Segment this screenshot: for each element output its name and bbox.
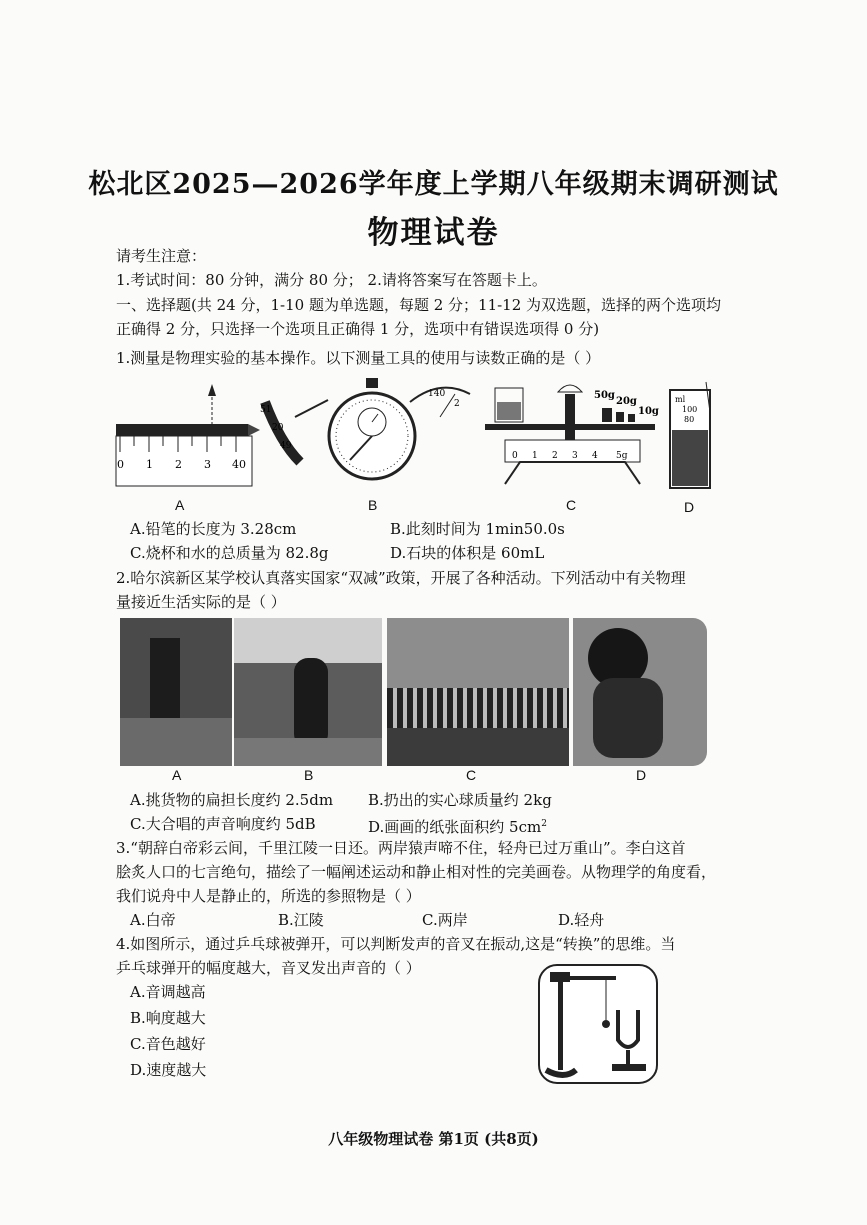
photo-b — [234, 618, 382, 766]
photo-c — [387, 618, 569, 766]
cylinder-mark-ml: ml — [675, 395, 686, 404]
question-3-stem-cont1: 脍炙人口的七言绝句，描绘了一幅阐述运动和静止相对性的完美画卷。从物理学的角度看， — [116, 863, 717, 881]
q2-label-d: D — [636, 767, 647, 783]
notice-line: 1.考试时间：80 分钟，满分 80 分； 2.请将答案写在答题卡上。 — [116, 271, 547, 289]
question-2-stem: 2.哈尔滨新区某学校认真落实国家“双减”政策，开展了各种活动。下列活动中有关物理 — [116, 569, 686, 587]
gauge-figure — [410, 388, 470, 417]
tuning-fork-figure — [536, 962, 660, 1086]
q1-label-a: A — [175, 497, 185, 513]
q4-option-d: D.速度越大 — [130, 1061, 207, 1079]
gauge-scale-2: 2 — [454, 399, 460, 409]
question-1-stem: 1.测量是物理实验的基本操作。以下测量工具的使用与读数正确的是（ ） — [116, 349, 601, 367]
ruler-tick-40: 40 — [232, 458, 246, 471]
cylinder-figure — [670, 382, 710, 488]
q1-option-d: D.石块的体积是 60mL — [390, 544, 545, 562]
q4-option-b: B.响度越大 — [130, 1009, 206, 1027]
exam-subtitle: 物理试卷 — [367, 215, 500, 251]
question-2-stem-cont: 量接近生活实际的是（ ） — [116, 593, 286, 611]
stopwatch-scale-20: 20 — [272, 423, 284, 433]
balance-scale-2: 2 — [552, 451, 558, 461]
exam-title: 松北区2025—2026学年度上学期八年级期末调研测试 — [88, 169, 779, 200]
question-4-stem: 4.如图所示，通过乒乓球被弹开，可以判断发声的音叉在振动,这是“转换”的思维。当 — [116, 935, 676, 953]
q1-label-d: D — [684, 499, 695, 515]
question-3-stem: 3.“朝辞白帝彩云间，千里江陵一日还。两岸猿声啼不住，轻舟已过万重山”。李白这首 — [116, 839, 686, 857]
gauge-scale-140: 140 — [428, 389, 446, 399]
q2-label-c: C — [466, 767, 477, 783]
q1-figure — [110, 372, 730, 512]
q3-option-c: C.两岸 — [422, 911, 468, 929]
weight-20g: 20g — [616, 396, 637, 407]
balance-scale-0: 0 — [512, 451, 518, 461]
balance-scale-5g: 5g — [616, 451, 628, 461]
section-instructions: 一、选择题(共 24 分，1-10 题为单选题，每题 2 分；11-12 为双选题，选择的两个选项均 — [116, 296, 722, 314]
stopwatch-scale-51: 51 — [260, 405, 272, 415]
q4-option-c: C.音色越好 — [130, 1035, 206, 1053]
photo-d — [573, 618, 707, 766]
question-3-stem-cont2: 我们说舟中人是静止的，所选的参照物是（ ） — [116, 887, 421, 905]
page-footer: 八年级物理试卷 第1页 (共8页) — [328, 1130, 539, 1148]
photo-a — [120, 618, 232, 766]
q2-option-b: B.扔出的实心球质量约 2kg — [368, 791, 552, 809]
cylinder-mark-80: 80 — [684, 415, 695, 424]
stopwatch-figure — [260, 378, 415, 479]
ruler-figure — [116, 384, 260, 486]
balance-figure — [485, 385, 659, 484]
q2-option-d: D.画画的纸张面积约 $5cm^2$ — [368, 818, 547, 836]
q2-label-a: A — [172, 767, 182, 783]
q2-option-c: C.大合唱的声音响度约 5dB — [130, 815, 316, 833]
balance-scale-4: 4 — [592, 451, 598, 461]
q1-label-c: C — [566, 497, 577, 513]
ruler-tick-2: 2 — [175, 458, 182, 471]
question-4-stem-cont: 乒乓球弹开的幅度越大，音叉发出声音的（ ） — [116, 959, 421, 977]
q2-option-a: A.挑货物的扁担长度约 2.5dm — [130, 791, 334, 809]
ruler-tick-3: 3 — [204, 458, 211, 471]
cylinder-mark-60: 60 — [684, 423, 695, 432]
q3-option-b: B.江陵 — [278, 911, 324, 929]
balance-scale-3: 3 — [572, 451, 578, 461]
q1-label-b: B — [368, 497, 378, 513]
notice-heading: 请考生注意： — [116, 247, 207, 265]
weight-50g: 50g — [594, 390, 615, 401]
ruler-tick-1: 1 — [146, 458, 153, 471]
q2-label-b: B — [304, 767, 314, 783]
stopwatch-scale-49: 49 — [280, 441, 292, 451]
q3-option-a: A.白帝 — [130, 911, 176, 929]
q3-option-d: D.轻舟 — [558, 911, 605, 929]
cylinder-mark-100: 100 — [682, 405, 698, 414]
q4-option-a: A.音调越高 — [130, 983, 206, 1001]
section-instructions-cont: 正确得 2 分，只选择一个选项且正确得 1 分，选项中有错误选项得 0 分) — [116, 320, 600, 338]
ruler-tick-0: 0 — [117, 458, 124, 471]
q1-option-b: B.此刻时间为 1min50.0s — [390, 520, 565, 538]
weight-10g: 10g — [638, 406, 659, 417]
q1-option-a: A.铅笔的长度为 3.28cm — [130, 520, 297, 538]
balance-scale-1: 1 — [532, 451, 538, 461]
q1-option-c: C.烧杯和水的总质量为 82.8g — [130, 544, 329, 562]
